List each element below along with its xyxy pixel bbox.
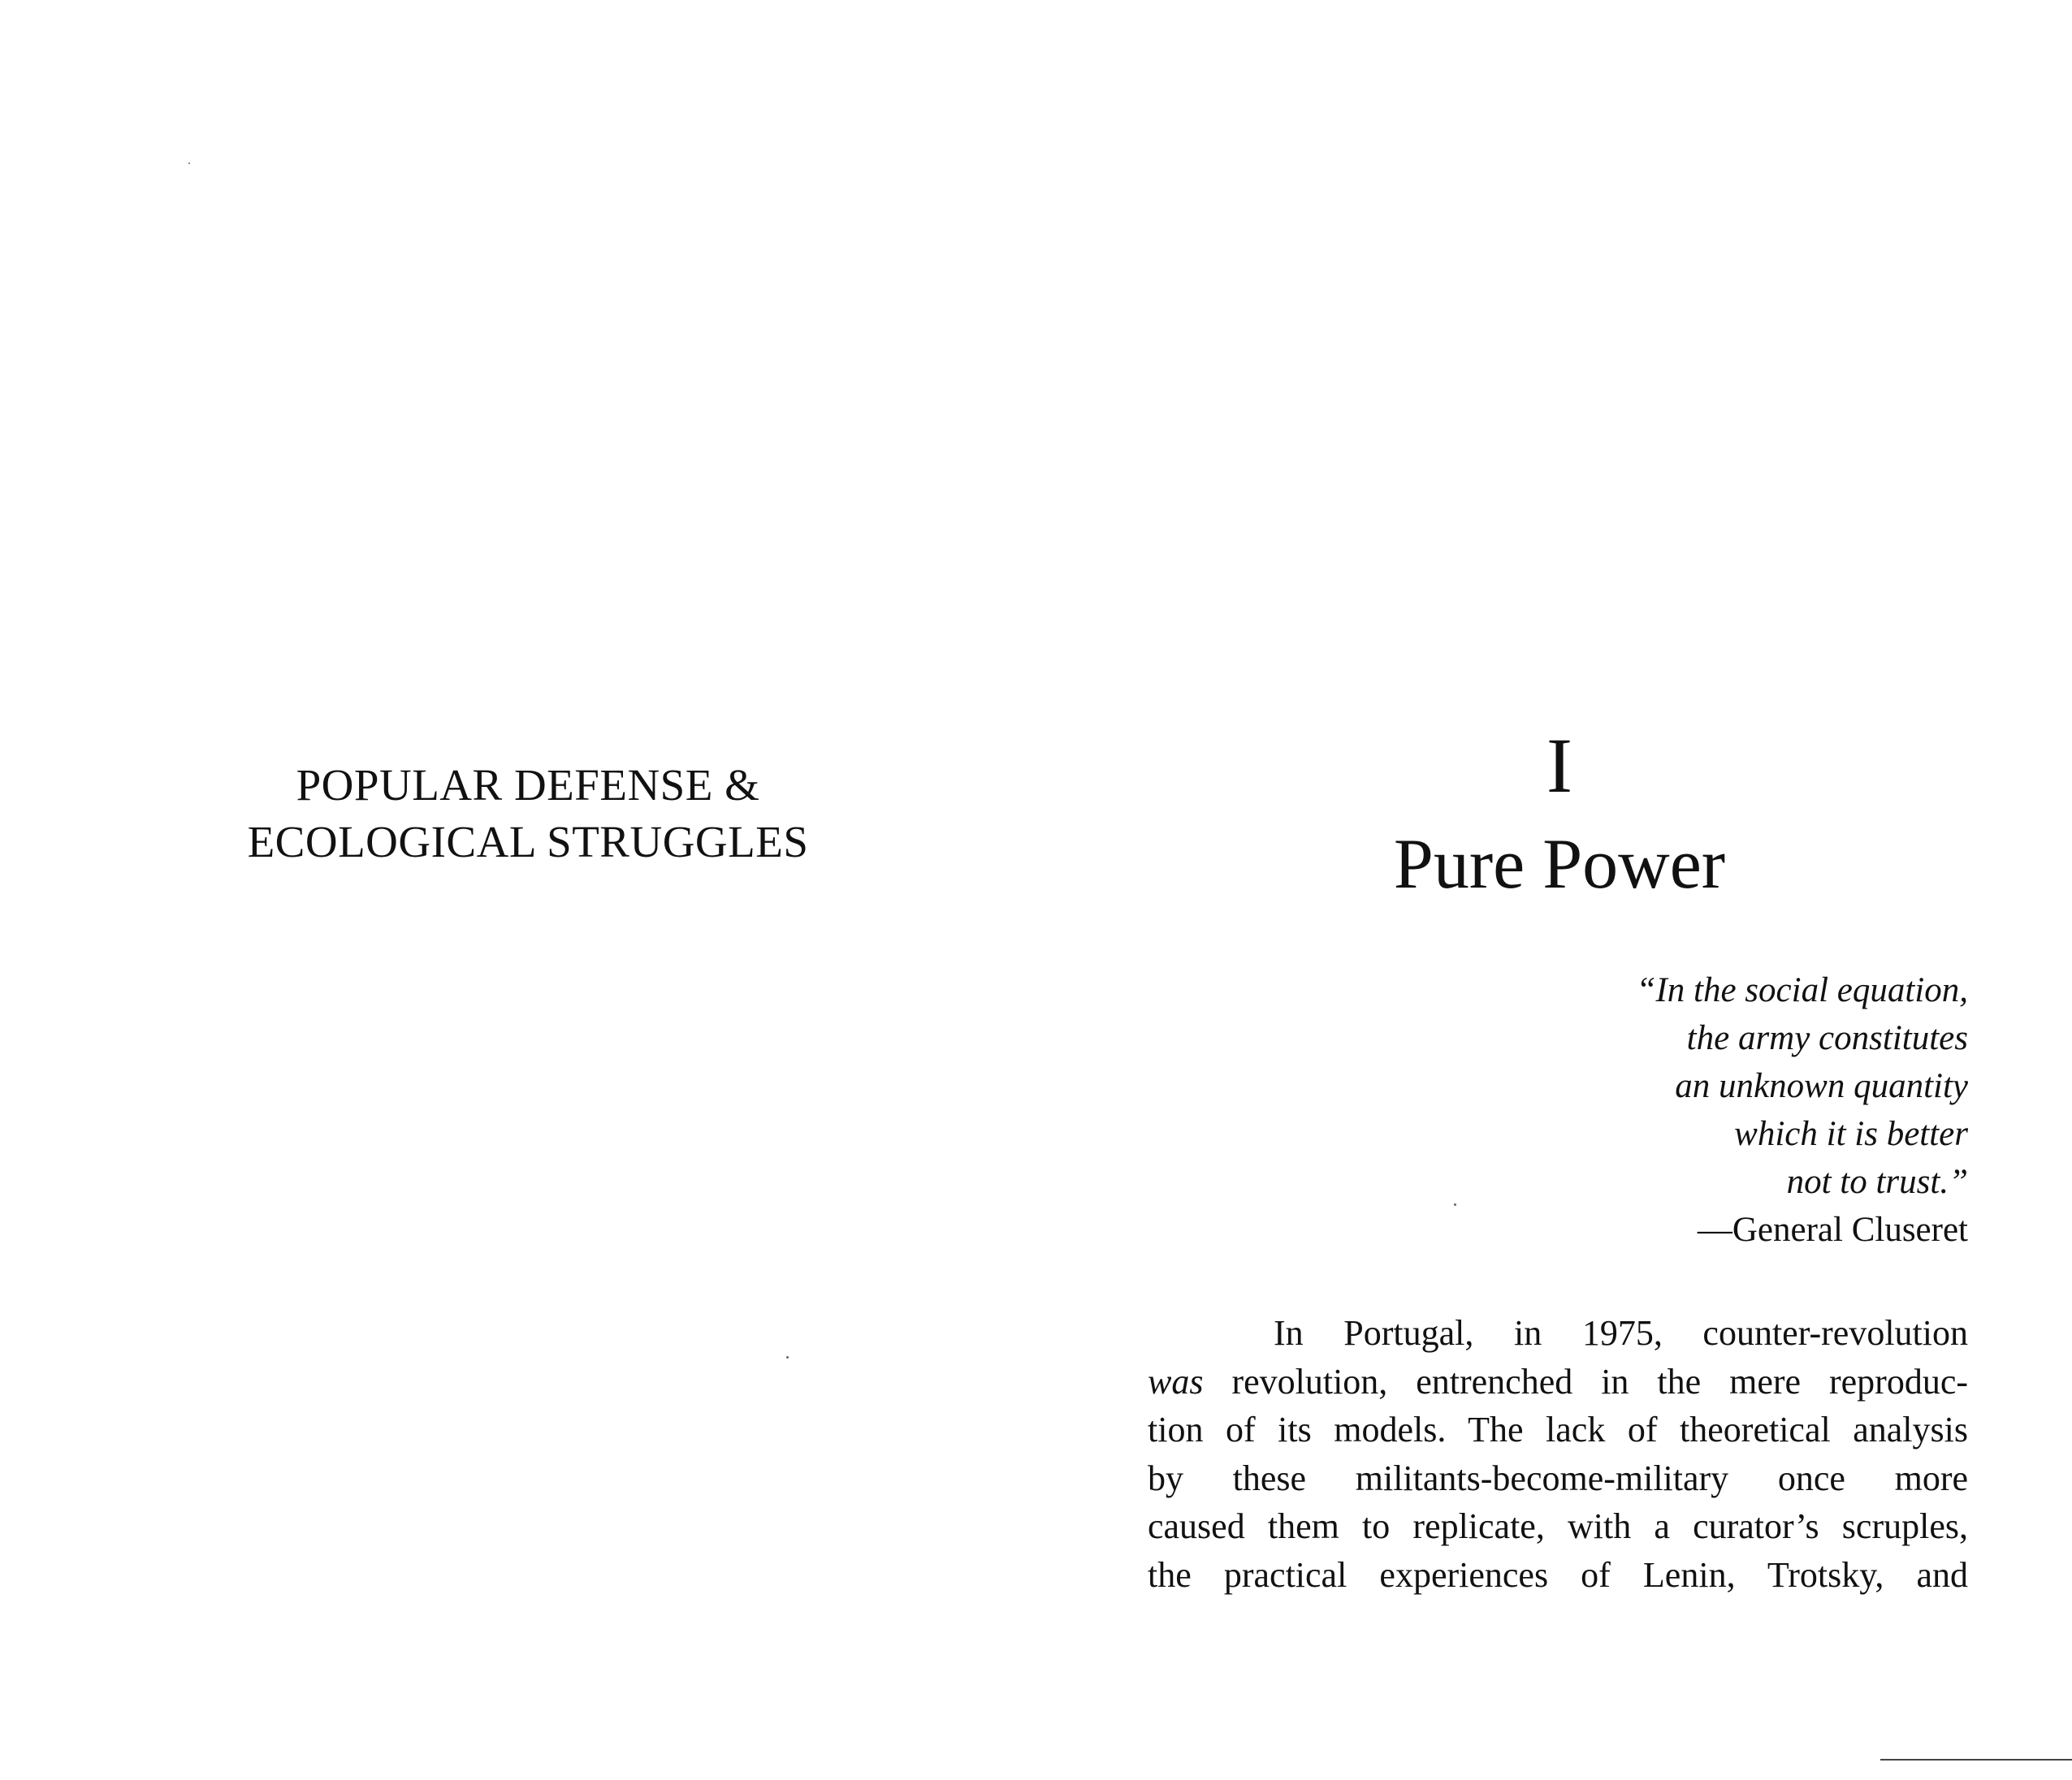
left-title-line-1: POPULAR DEFENSE & [296, 760, 760, 810]
body-line-2 [1148, 1358, 1968, 1406]
scan-speck [1454, 1203, 1456, 1206]
scan-speck [786, 1356, 789, 1359]
body-line-4: by these militants-become-military once more [1148, 1458, 1968, 1498]
left-page-title [195, 757, 861, 871]
body-line-3: tion of its models. The lack of theoretical analysis [1148, 1410, 1968, 1449]
body-paragraph [1148, 1309, 1968, 1599]
epigraph-line-5: not to trust.” [1786, 1163, 1968, 1201]
epigraph-line-2: the army constitutes [1686, 1019, 1968, 1057]
body-line-2-rest: revolution, entrenched in the mere reproduc- [1203, 1361, 1968, 1402]
left-title-line-2: ECOLOGICAL STRUGGLES [247, 817, 809, 866]
epigraph-attribution: —General Cluseret [1697, 1211, 1968, 1249]
epigraph-line-1: “In the social equation, [1636, 971, 1968, 1009]
body-line-5: caused them to replicate, with a curator’s scruples, [1148, 1506, 1968, 1546]
chapter-numeral: I [1546, 722, 1572, 809]
page-bottom-rule [1880, 1759, 2072, 1761]
epigraph [1399, 966, 1968, 1254]
body-line-6: the practical experiences of Lenin, Trotsky, and [1148, 1554, 1968, 1595]
epigraph-line-3: an unknown quantity [1675, 1067, 1968, 1105]
scan-speck [188, 162, 190, 164]
epigraph-line-4: which it is better [1734, 1115, 1968, 1153]
chapter-title: Pure Power [1393, 825, 1726, 904]
body-emphasis: was [1148, 1361, 1204, 1402]
body-line-1: In Portugal, in 1975, counter-revolution [1274, 1313, 1968, 1353]
